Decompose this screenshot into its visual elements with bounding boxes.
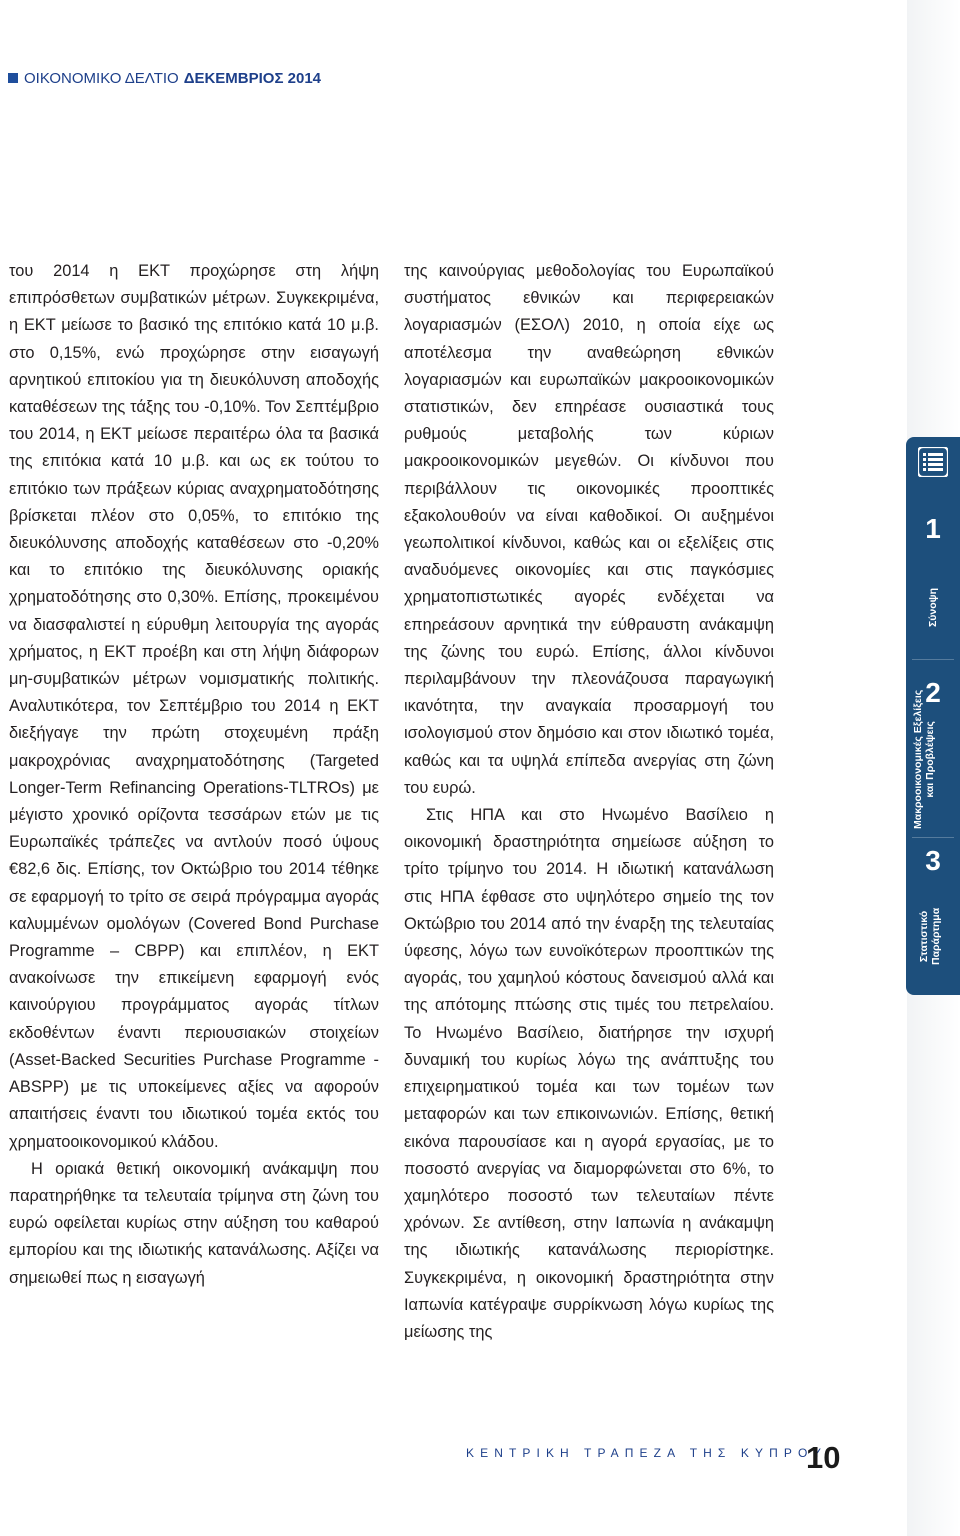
- tab-2-label-line2: και Προβλέψεις: [924, 721, 936, 798]
- page-header: [8, 68, 321, 88]
- tab-1-label-line1: Σύνοψη: [927, 588, 939, 627]
- tab-1-label: [927, 588, 939, 627]
- right-paragraph-1: της καινούργιας μεθοδολογίας του Ευρωπαϊκού συστήματος εθνικών και περιφερειακών λογαριασμών (ΕΣΟΛ) 2010, η οποία είχε ως αποτέλεσμα την αναθεώρηση εθνικών λογαριασμών και ευρωπαϊκών μακροοικονομικών στατιστικών, δεν επηρέασε ουσιαστικά τους ρυθμούς μεταβολής των κύριων μακροοικονομικών μεγεθών. Οι κίνδυνοι που περιβάλλουν τις οικονομικές προοπτικές εξακολουθούν να είναι καθοδικοί. Οι αυξημένοι γεωπολιτικοί κίνδυνοι, καθώς και οι εξελίξεις στις αναδυόμενες οικονομίες και στις παγκόσμιες χρηματοπιστωτικές αγορές ενδέχεται να επηρεάσουν αρνητικά την εύθραυστη ανάκαμψη της ζώνης του ευρώ. Επίσης, άλλοι κίνδυνοι περιλαμβάνουν την πλεονάζουσα παραγωγική ικανότητα, την αναγκαία προσαρμογή του ισολογισμού στον δημόσιο και στον ιδιωτικό τομέα, καθώς και τα υψηλά επίπεδα ανεργίας στη ζώνη του ευρώ.: [404, 262, 774, 797]
- left-column: [9, 258, 379, 1292]
- tab-3-label-line1: Στατιστικό: [918, 910, 930, 963]
- list-icon[interactable]: [918, 447, 948, 477]
- right-paragraph-2: Στις ΗΠΑ και στο Ηνωμένο Βασίλειο η οικονομική δραστηριότητα σημείωσε αύξηση το τρίτο τρίμηνο του 2014. Η ιδιωτική κατανάλωση στις ΗΠΑ έφθασε στο υψηλότερο σημείο της τον Οκτώβριο του 2014 από την έναρξη της τελευταίας ύφεσης, λόγω των ευνοϊκότερων προοπτικών της αγοράς, του χαμηλού κόστους δανεισμού αλλά και της απότομης πτώσης στις τιμές του πετρελαίου. Το Ηνωμένο Βασίλειο, διατήρησε την ισχυρή δυναμική του κυρίως λόγω της ανάπτυξης του επιχειρηματικού τομέα και των τομέων των μεταφορών και των επικοινωνιών. Επίσης, θετική εικόνα παρουσίασε και η αγορά εργασίας, με το ποσοστό ανεργίας να διαμορφώνεται στο 6%, το χαμηλότερο ποσοστό των τελευταίων πέντε χρόνων. Σε αντίθεση, στην Ιαπωνία η ανάκαμψη της ιδιωτικής κατανάλωσης περιορίστηκε. Συγκεκριμένα, η οικονομική δραστηριότητα στην Ιαπωνία κατέγραψε συρρίκνωση λόγω κυρίως της μείωσης της: [404, 806, 774, 1341]
- section-tabs: [906, 437, 960, 995]
- tab-divider: [912, 659, 954, 660]
- footer-institution: ΚΕΝΤΡΙΚΗ ΤΡΑΠΕΖΑ ΤΗΣ ΚΥΠΡΟΥ: [466, 1446, 828, 1460]
- header-issue: ΔΕΚΕΜΒΡΙΟΣ 2014: [183, 69, 322, 87]
- tab-2-label-line1: Μακροοικονομικές Εξελίξεις: [912, 689, 924, 829]
- page-number: 10: [806, 1440, 841, 1475]
- tab-1-number: 1: [925, 513, 941, 544]
- tab-2-number: 2: [925, 677, 941, 708]
- tab-divider: [912, 837, 954, 838]
- tab-3-number: 3: [925, 845, 941, 876]
- tab-2-label: [912, 690, 936, 829]
- left-paragraph-1: του 2014 η ΕΚΤ προχώρησε στη λήψη επιπρόσθετων συμβατικών μέτρων. Συγκεκριμένα, η ΕΚΤ μείωσε το βασικό της επιτόκιο κατά 10 μ.β. στο 0,15%, ενώ προχώρησε στην εισαγωγή αρνητικού επιτοκίου για τη διευκόλυνση αποδοχής καταθέσεων της τάξης του -0,10%. Τον Σεπτέμβριο του 2014, η ΕΚΤ μείωσε περαιτέρω όλα τα βασικά της επιτόκια κατά 10 μ.β. και ως εκ τούτου το επιτόκιο των πράξεων κύριας αναχρηματοδότησης βρίσκεται πλέον στο 0,05%, το επιτόκιο της διευκόλυνσης αποδοχής καταθέσεων στο -0,20% και το επιτόκιο της διευκόλυνσης οριακής χρηματοδότησης στο 0,30%. Επίσης, προκειμένου να διασφαλιστεί η εύρυθμη λειτουργία της αγοράς χρήματος, η ΕΚΤ προέβη και στη λήψη διάφορων μη-συμβατικών μέτρων νομισματικής πολιτικής. Αναλυτικότερα, τον Σεπτέμβριο του 2014 η ΕΚΤ διεξήγαγε την πρώτη στοχευμένη πράξη μακροχρόνιας αναχρηματοδότησης (Targeted Longer-Term Refinancing Operations-TLTROs) με μέγιστο χρονικό ορίζοντα τεσσάρων ετών με τις Ευρωπαϊκές τράπεζες να αντλούν ποσό ύψους €82,6 δις. Επίσης, τον Οκτώβριο του 2014 τέθηκε σε εφαρμογή το τρίτο σε σειρά πρόγραμμα αγοράς καλυμμένων ομολόγων (Covered Bond Purchase Programme – CBPP) και επιπλέον, η ΕΚΤ ανακοίνωσε την επικείμενη εφαρμογή ενός καινούργιου προγράμματος αγοράς τίτλων εκδοθέντων έναντι περιουσιακών στοιχείων (Asset-Backed Securities Purchase Programme - ABSPP) με τις υποκείμενες αξίες να αφορούν απαιτήσεις έναντι του ιδιωτικού τομέα εκτός του χρηματοοικονομικού κλάδου.: [9, 262, 379, 1151]
- header-publication: ΟΙΚΟΝΟΜΙΚΟ ΔΕΛΤΙΟ: [24, 69, 179, 87]
- tab-3-label: [918, 908, 942, 965]
- header-square-icon: [8, 73, 18, 83]
- left-paragraph-2: Η οριακά θετική οικονομική ανάκαμψη που παρατηρήθηκε τα τελευταία τρίμηνα στη ζώνη του ευρώ οφείλεται κυρίως στην αύξηση του καθαρού εμπορίου και της ιδιωτικής κατανάλωσης. Αξίζει να σημειωθεί πως η εισαγωγή: [9, 1159, 379, 1287]
- right-column: [404, 258, 774, 1346]
- tab-3-label-line2: Παράρτημα: [930, 907, 942, 965]
